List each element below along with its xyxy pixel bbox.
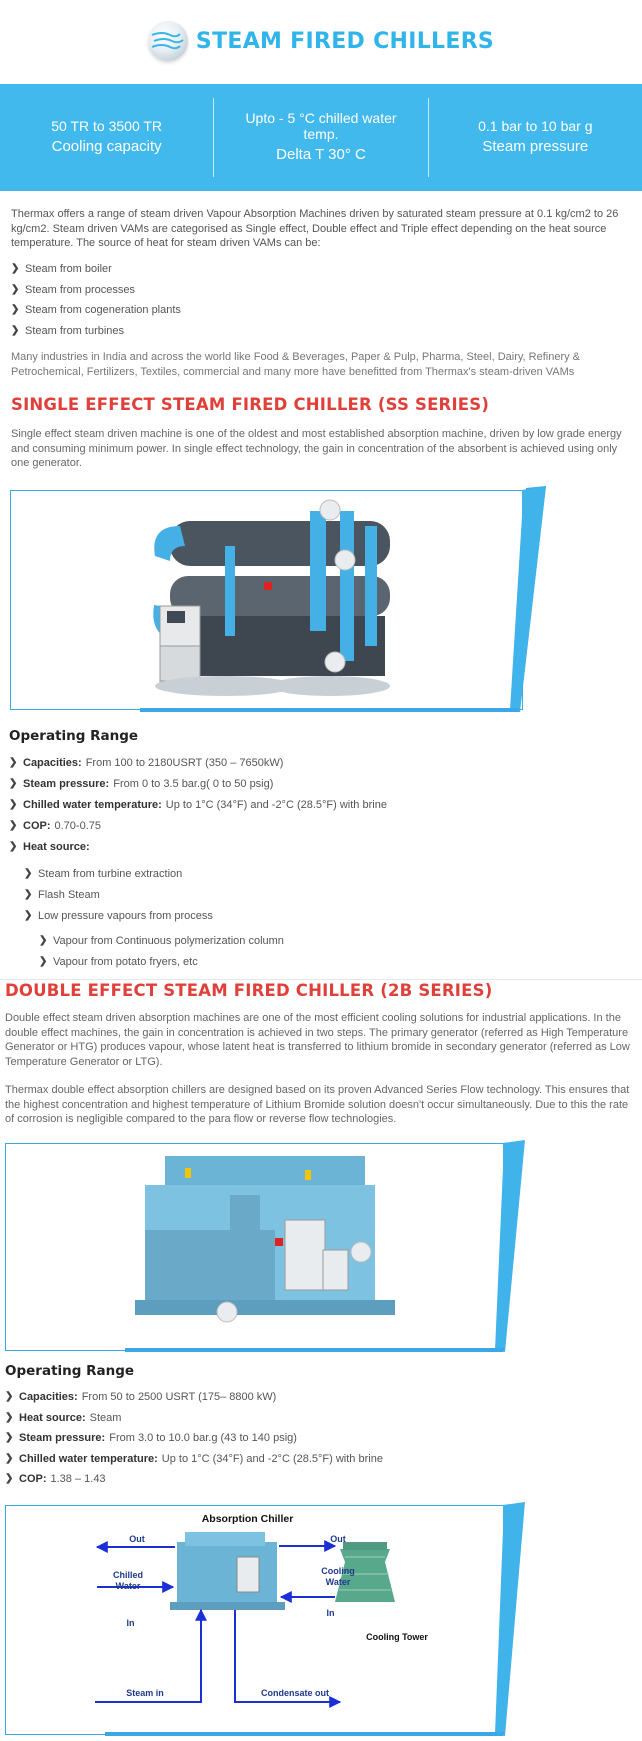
- chevron-right-icon: ❯: [24, 889, 33, 900]
- single-effect-title: SINGLE EFFECT STEAM FIRED CHILLER (SS SERIES): [11, 395, 490, 414]
- list-item: [24, 888, 624, 909]
- list-item-label: Steam from boiler: [25, 263, 112, 275]
- single-heat-source-list: [24, 867, 624, 930]
- stat-label: Cooling capacity: [51, 138, 162, 155]
- list-item: [39, 955, 619, 976]
- chevron-right-icon: ❯: [9, 778, 18, 789]
- list-item-label: Flash Steam: [38, 889, 100, 901]
- list-item-label: Steam from processes: [25, 283, 136, 296]
- spec-item: [9, 840, 629, 865]
- spec-item: [5, 1472, 625, 1493]
- double-spec-list: [5, 1390, 625, 1493]
- chevron-right-icon: ❯: [39, 935, 48, 946]
- chevron-right-icon: ❯: [5, 1391, 14, 1402]
- steam-swirl-icon: [148, 21, 188, 61]
- diagram-out-left: Out: [129, 1534, 145, 1544]
- chevron-right-icon: ❯: [9, 799, 18, 810]
- spec-value: Up to 1°C (34°F) and -2°C (28.5°F) with brine: [165, 799, 387, 811]
- stat-label: Delta T 30° C: [276, 146, 366, 163]
- diagram-condensate-out: Condensate out: [260, 1688, 329, 1698]
- spec-item: [9, 777, 629, 798]
- stat-label: Steam pressure: [482, 138, 589, 155]
- stat-value: 50 TR to 3500 TR: [51, 118, 163, 134]
- spec-label: Capacities:: [19, 1391, 78, 1403]
- single-spec-list: [9, 756, 629, 865]
- spec-item: [9, 819, 629, 840]
- diagram-cooling-tower: Cooling Tower: [366, 1632, 428, 1642]
- chevron-right-icon: ❯: [24, 910, 33, 921]
- chevron-right-icon: ❯: [24, 868, 33, 879]
- list-item-label: Steam from turbines: [25, 325, 125, 338]
- chevron-right-icon: ❯: [5, 1473, 14, 1484]
- diagram-steam-in: Steam in: [126, 1688, 164, 1698]
- diagram-out-right: Out: [330, 1534, 346, 1544]
- spec-value: Steam: [89, 1411, 122, 1424]
- chevron-right-icon: ❯: [5, 1411, 14, 1423]
- spec-label: COP:: [23, 820, 51, 832]
- chevron-right-icon: ❯: [9, 841, 18, 852]
- diagram-title: Absorption Chiller: [201, 1513, 294, 1525]
- stat-value: Upto - 5 °C chilled water temp.: [245, 110, 397, 142]
- heat-source-list: [11, 262, 611, 345]
- spec-value: Up to 1°C (34°F) and -2°C (28.5°F) with brine: [161, 1452, 383, 1465]
- chevron-right-icon: ❯: [11, 325, 20, 337]
- spec-value: From 100 to 2180USRT (350 – 7650kW): [85, 757, 284, 769]
- page-title: STEAM FIRED CHILLERS: [195, 28, 495, 54]
- diagram-in-right: In: [326, 1608, 335, 1618]
- spec-value: From 50 to 2500 USRT (175– 8800 kW): [81, 1391, 277, 1403]
- spec-label: Heat source:: [19, 1411, 86, 1424]
- chevron-right-icon: ❯: [39, 956, 48, 967]
- spec-item: [5, 1431, 625, 1452]
- list-item-label: Steam from turbine extraction: [38, 868, 183, 880]
- double-effect-description-2: Thermax double effect absorption chillers are designed based on its proven Advanced Series Flow technology. This ensures that the highest concentration and highest temperature of Lithium Bromide solution doesn't occur simultaneously. Due to this the rate of corrosion is negligible compared to the para flow or reverse flow technologies.: [5, 1084, 630, 1125]
- diagram-cooling-water: Cooling Water: [321, 1566, 355, 1587]
- spec-label: Steam pressure:: [19, 1432, 106, 1444]
- list-item: [24, 867, 624, 888]
- spec-item: [9, 798, 629, 819]
- list-item: [24, 909, 624, 930]
- list-item: [11, 262, 611, 283]
- intro-paragraph: Thermax offers a range of steam driven Vapour Absorption Machines driven by saturated steam pressure at 0.1 kg/cm2 to 26 kg/cm2. Steam driven VAMs are categorised as Single effect, Double effect and Triple effect depending on the heat source temperature. The source of heat for steam driven VAMs can be:: [11, 208, 619, 249]
- single-effect-description: Single effect steam driven machine is one of the oldest and most established absorption machine, driven by low grade energy and consuming minimum power. In single effect technology, the gain in concentration of the absorbent is achieved using only one generator.: [11, 428, 622, 469]
- stat-value: 0.1 bar to 10 bar g: [478, 118, 593, 134]
- spec-value: From 0 to 3.5 bar.g( 0 to 50 psig): [113, 778, 274, 790]
- stat-cooling-capacity: [0, 84, 213, 191]
- double-operating-range-title: Operating Range: [5, 1363, 135, 1379]
- stat-chilled-water: [213, 98, 427, 177]
- spec-item: [5, 1452, 625, 1473]
- list-item-label: Low pressure vapours from process: [38, 910, 213, 922]
- spec-label: COP:: [19, 1473, 47, 1485]
- chevron-right-icon: ❯: [11, 283, 20, 295]
- single-operating-range-title: Operating Range: [9, 728, 139, 744]
- stat-steam-pressure: [428, 98, 642, 177]
- spec-value: 0.70-0.75: [54, 820, 101, 832]
- chevron-right-icon: ❯: [9, 757, 18, 768]
- spec-value: From 3.0 to 10.0 bar.g (43 to 140 psig): [109, 1432, 297, 1444]
- double-effect-title: DOUBLE EFFECT STEAM FIRED CHILLER (2B SERIES): [5, 981, 493, 1000]
- page-header: [0, 12, 642, 70]
- spec-item: [9, 756, 629, 777]
- double-effect-description-1: Double effect steam driven absorption machines are one of the most efficient cooling solutions for industrial applications. In the double effect machines, the gain in concentration is achieved in two steps. The primary generator (referred as High Temperature Generator or HTG) produces vapour, whose latent heat is transferred to lithium bromide in secondary generator (referred as Low Temperature Generator or LTG).: [5, 1012, 630, 1068]
- industries-paragraph: Many industries in India and across the world like Food & Beverages, Paper & Pulp, Pharma, Steel, Dairy, Refinery & Petrochemical, Fertilizers, Textiles, commercial and many more have benefitted from Thermax's steam-driven VAMs: [11, 351, 581, 378]
- section-divider: [0, 979, 642, 980]
- list-item-label: Vapour from Continuous polymerization column: [53, 935, 284, 947]
- list-item: [11, 303, 611, 324]
- spec-item: [5, 1390, 625, 1411]
- list-item: [11, 283, 611, 304]
- spec-label: Heat source:: [23, 841, 90, 853]
- diagram-chilled-water: Chilled Water: [112, 1570, 143, 1591]
- stats-banner: [0, 84, 642, 191]
- list-item-label: Steam from cogeneration plants: [25, 304, 181, 317]
- chevron-right-icon: ❯: [5, 1452, 14, 1464]
- spec-label: Steam pressure:: [23, 778, 110, 790]
- spec-label: Chilled water temperature:: [19, 1452, 158, 1465]
- spec-item: [5, 1411, 625, 1432]
- list-item-label: Vapour from potato fryers, etc: [53, 956, 198, 968]
- spec-label: Chilled water temperature:: [23, 799, 162, 811]
- chevron-right-icon: ❯: [11, 263, 20, 274]
- chevron-right-icon: ❯: [5, 1432, 14, 1443]
- vapour-source-list: [39, 934, 619, 976]
- chevron-right-icon: ❯: [11, 304, 20, 316]
- diagram-in-left: In: [126, 1618, 135, 1628]
- spec-label: Capacities:: [23, 757, 82, 769]
- chevron-right-icon: ❯: [9, 820, 18, 831]
- list-item: [39, 934, 619, 955]
- spec-value: 1.38 – 1.43: [50, 1473, 106, 1485]
- list-item: [11, 324, 611, 345]
